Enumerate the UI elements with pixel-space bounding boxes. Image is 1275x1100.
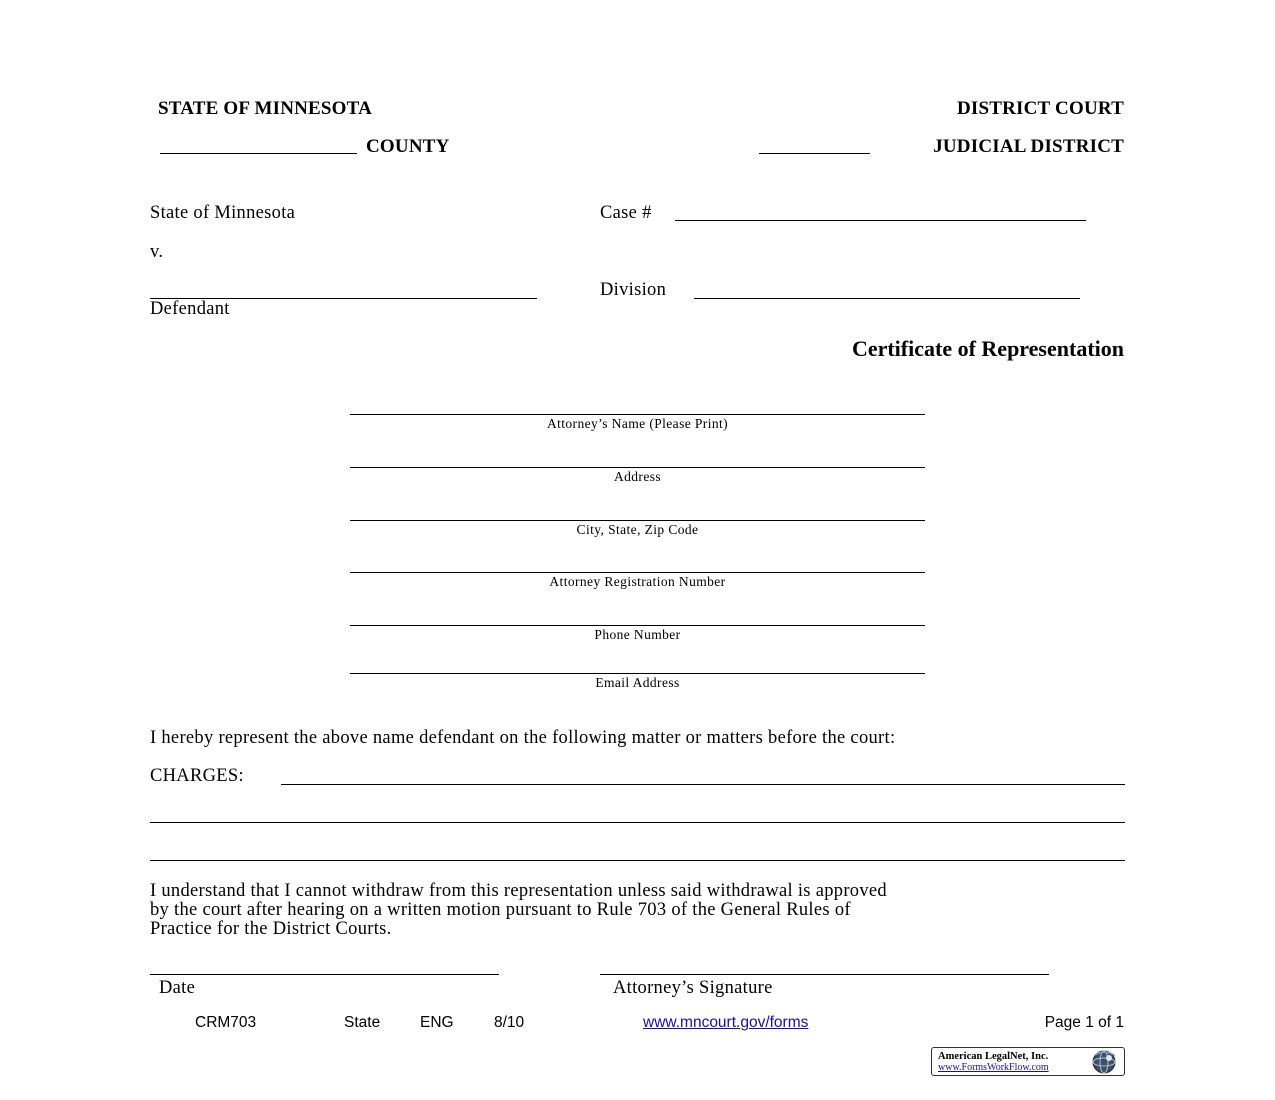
withdrawal-line-2: by the court after hearing on a written motion pursuant to Rule 703 of the General Rules of [150,900,851,920]
withdrawal-line-3: Practice for the District Courts. [150,919,392,939]
american-legalnet-logo[interactable] [931,1047,1125,1076]
globe-icon [1086,1049,1122,1075]
division-label: Division [600,280,667,300]
plaintiff-name: State of Minnesota [150,203,296,223]
case-number-label: Case # [600,203,652,223]
logo-company-name: American LegalNet, Inc. [938,1051,1049,1062]
case-number-line[interactable] [675,220,1086,221]
state-heading: STATE OF MINNESOTA [158,98,373,119]
versus-text: v. [150,242,164,262]
city-state-zip-line[interactable] [350,520,925,521]
judicial-district-label: JUDICIAL DISTRICT [933,136,1124,157]
county-blank-line[interactable] [160,153,357,154]
defendant-label: Defendant [150,299,230,319]
registration-number-line[interactable] [350,572,925,573]
charges-label: CHARGES: [150,766,244,786]
charges-line-3[interactable] [150,860,1125,861]
district-blank-line[interactable] [759,153,870,154]
attorney-signature-label: Attorney’s Signature [613,978,773,998]
email-address-caption: Email Address [595,675,680,690]
document-title: Certificate of Representation [851,336,1124,361]
phone-number-caption: Phone Number [594,627,681,642]
city-state-zip-caption: City, State, Zip Code [576,522,699,537]
form-language: ENG [420,1014,454,1031]
address-caption: Address [613,469,662,484]
form-code: CRM703 [195,1014,257,1031]
phone-number-line[interactable] [350,625,925,626]
form-revision: 8/10 [494,1014,525,1031]
withdrawal-paragraph [150,882,887,939]
division-line[interactable] [694,298,1080,299]
charges-line-1[interactable] [281,784,1125,785]
date-label: Date [159,978,196,998]
registration-number-caption: Attorney Registration Number [549,574,726,589]
logo-website-link[interactable]: www.FormsWorkFlow.com [938,1062,1049,1073]
form-jurisdiction: State [344,1014,381,1031]
county-label: COUNTY [366,136,450,157]
attorney-name-line[interactable] [350,414,925,415]
forms-website-link[interactable]: www.mncourt.gov/forms [643,1014,809,1031]
page-number: Page 1 of 1 [1044,1014,1124,1031]
representation-statement: I hereby represent the above name defendant on the following matter or matters before the court: [150,728,896,748]
attorney-signature-line[interactable] [600,974,1049,975]
address-line[interactable] [350,467,925,468]
charges-line-2[interactable] [150,822,1125,823]
email-address-line[interactable] [350,673,925,674]
attorney-name-caption: Attorney’s Name (Please Print) [546,416,729,431]
date-line[interactable] [150,974,499,975]
court-heading: DISTRICT COURT [956,98,1124,119]
withdrawal-line-1: I understand that I cannot withdraw from this representation unless said withdrawal is approved [150,881,887,901]
